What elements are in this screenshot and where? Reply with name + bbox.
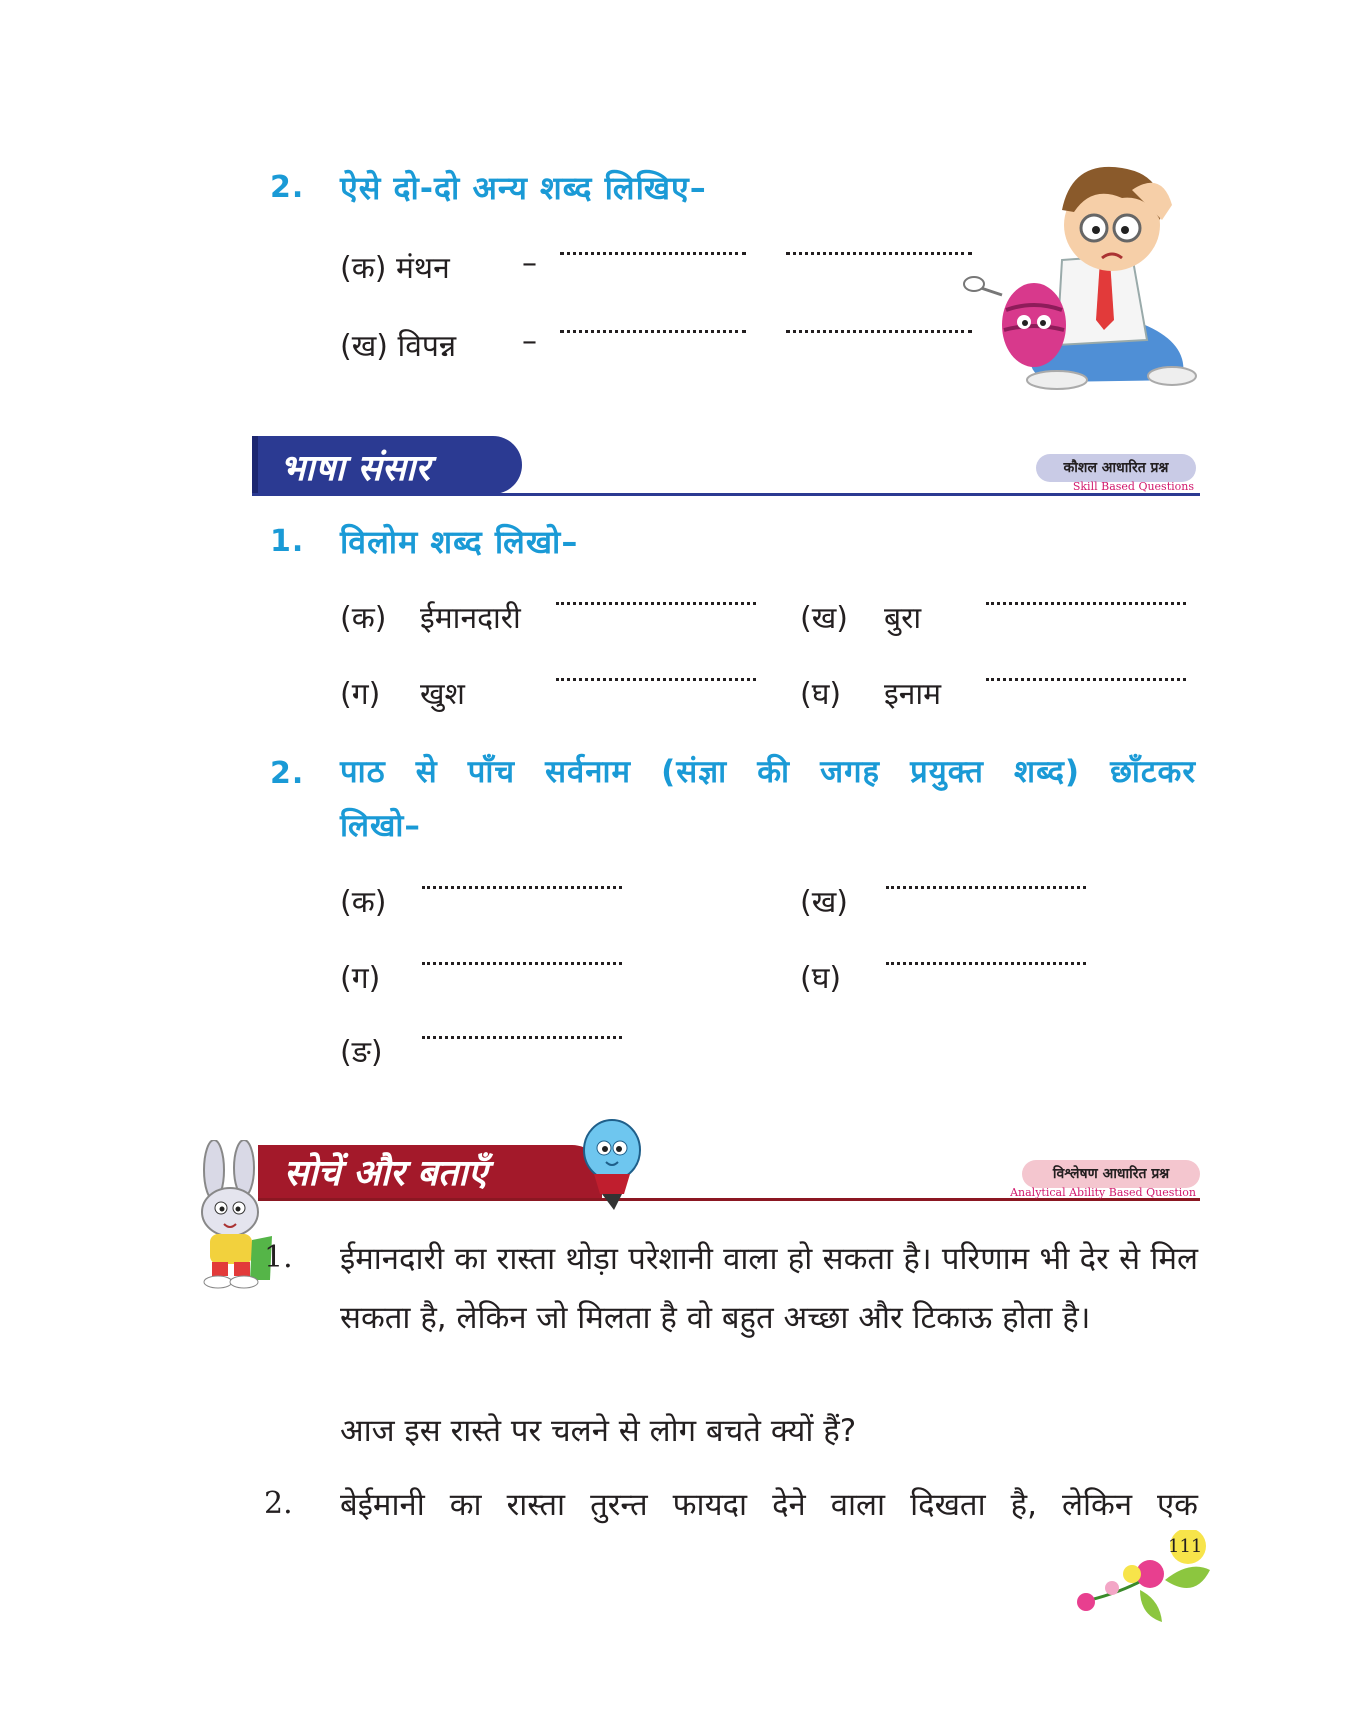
- answer-blank[interactable]: [556, 678, 756, 681]
- question-prompt-continued: लिखो–: [340, 808, 421, 844]
- answer-blank[interactable]: [886, 962, 1086, 965]
- question-number: 1.: [270, 524, 305, 559]
- top-question-number: 2.: [270, 170, 305, 205]
- question-prompt: पाठ से पाँच सर्वनाम (संज्ञा की जगह प्रयुक्त शब्द) छाँटकर: [340, 754, 1196, 790]
- item-marker: (ङ): [340, 1035, 383, 1070]
- item-word: खुश: [420, 677, 465, 712]
- top-item-dash: –: [522, 324, 537, 359]
- item-marker: (ख): [800, 885, 848, 920]
- question-prompt: विलोम शब्द लिखो–: [340, 523, 579, 561]
- item-marker: (घ): [800, 961, 842, 996]
- top-item-label: (ख) विपन्न: [340, 329, 457, 364]
- answer-blank[interactable]: [786, 330, 972, 333]
- question-text: ईमानदारी का रास्ता थोड़ा परेशानी वाला हो सकता है। परिणाम भी देर से मिल सकता है, लेकिन जो मिलता है वो बहुत अच्छा और टिकाऊ होता है।: [340, 1241, 1198, 1336]
- item-word: ईमानदारी: [420, 601, 521, 636]
- question-number: 2.: [270, 756, 305, 791]
- item-marker: (ग): [340, 677, 381, 712]
- item-marker: (क): [340, 601, 387, 636]
- question-followup: आज इस रास्ते पर चलने से लोग बचते क्यों हैं?: [340, 1413, 857, 1449]
- top-question-prompt: ऐसे दो-दो अन्य शब्द लिखिए–: [340, 169, 707, 207]
- analytical-tag: विश्लेषण आधारित प्रश्न: [1022, 1160, 1200, 1188]
- question-number: 2.: [264, 1486, 293, 1521]
- answer-blank[interactable]: [986, 602, 1186, 605]
- confused-boy-illustration: [962, 150, 1198, 390]
- page-number: 111: [1168, 1536, 1203, 1557]
- section-divider: [252, 493, 1200, 496]
- section-banner-bhasha-sansar: [252, 436, 522, 494]
- section-title: सोचें और बताएँ: [284, 1153, 488, 1194]
- top-item-label: (क) मंथन: [340, 251, 450, 286]
- question-text: बेईमानी का रास्ता तुरन्त फायदा देने वाला दिखता है, लेकिन एक: [340, 1487, 1198, 1523]
- answer-blank[interactable]: [422, 886, 622, 889]
- section-title: भाषा संसार: [280, 448, 431, 489]
- top-item-dash: –: [522, 246, 537, 281]
- item-word: बुरा: [884, 601, 922, 636]
- item-marker: (घ): [800, 677, 842, 712]
- answer-blank[interactable]: [886, 886, 1086, 889]
- pencil-mascot-illustration: [580, 1116, 652, 1212]
- analytical-tag-subtitle: Analytical Ability Based Question: [1010, 1186, 1196, 1199]
- answer-blank[interactable]: [560, 252, 746, 255]
- item-word: इनाम: [884, 677, 942, 712]
- answer-blank[interactable]: [556, 602, 756, 605]
- answer-blank[interactable]: [422, 1036, 622, 1039]
- item-marker: (ग): [340, 961, 381, 996]
- answer-blank[interactable]: [422, 962, 622, 965]
- item-marker: (ख): [800, 601, 848, 636]
- answer-blank[interactable]: [786, 252, 972, 255]
- section-banner-soche-aur-bataen: [258, 1145, 602, 1200]
- question-number: 1.: [264, 1240, 293, 1275]
- skill-tag-subtitle: Skill Based Questions: [1072, 480, 1194, 493]
- item-marker: (क): [340, 885, 387, 920]
- answer-blank[interactable]: [560, 330, 746, 333]
- answer-blank[interactable]: [986, 678, 1186, 681]
- skill-tag: कौशल आधारित प्रश्न: [1036, 454, 1196, 482]
